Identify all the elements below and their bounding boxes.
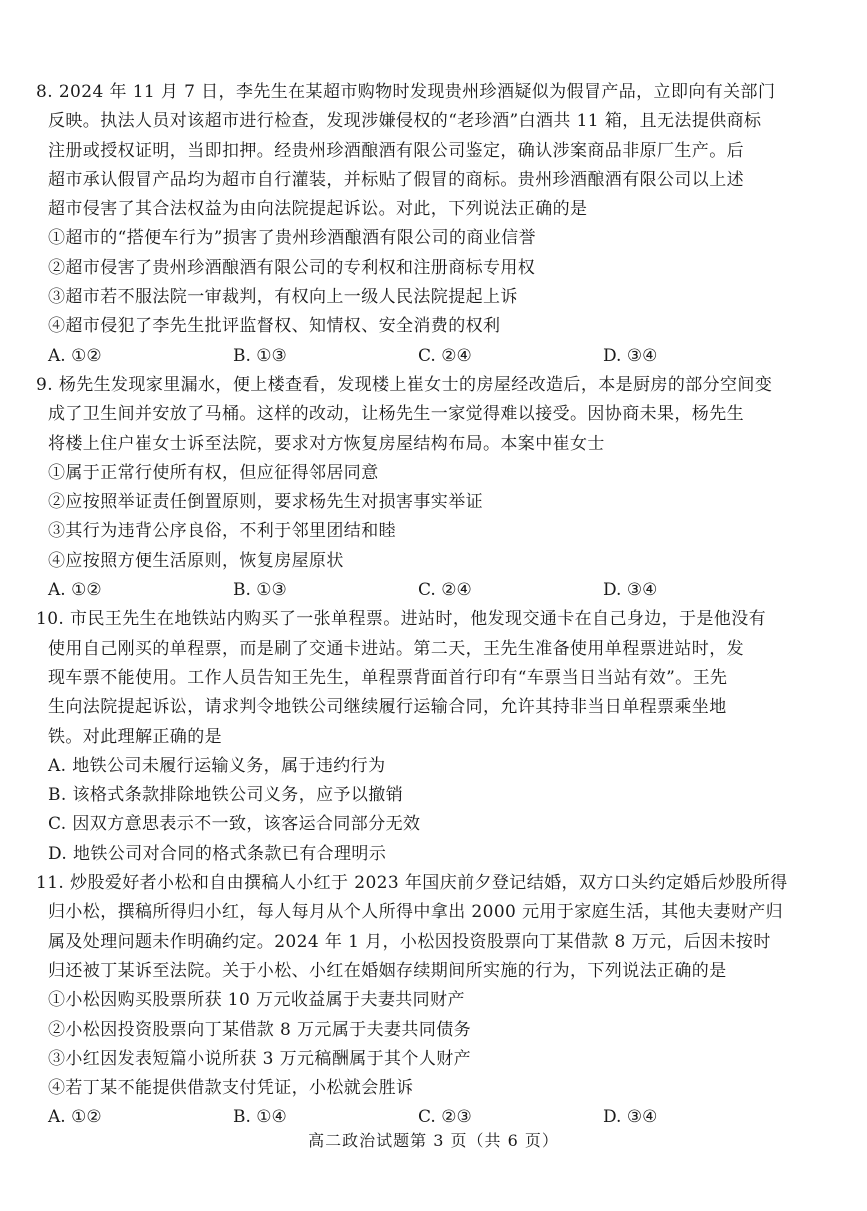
option-b: B. ①③: [233, 345, 287, 366]
statement-item: ②小松因投资股票向丁某借款 8 万元属于夫妻共同债务: [48, 1019, 472, 1040]
option-b: B. ①④: [233, 1107, 287, 1128]
question-stem-line: 将楼上住户崔女士诉至法院，要求对方恢复房屋结构布局。本案中崔女士: [48, 433, 605, 454]
statement-item: ③小红因发表短篇小说所获 3 万元稿酬属于其个人财产: [48, 1048, 472, 1069]
option-a: A. ①②: [48, 1107, 102, 1128]
question-stem-line: 超市侵害了其合法权益为由向法院提起诉讼。对此，下列说法正确的是: [48, 199, 588, 220]
choice-d: D. 地铁公司对合同的格式条款已有合理明示: [48, 843, 387, 864]
statement-item: ②应按照举证责任倒置原则，要求杨先生对损害事实举证: [48, 492, 483, 513]
question-stem-line: 归还被丁某诉至法院。关于小松、小红在婚姻存续期间所实施的行为，下列说法正确的是: [48, 960, 727, 981]
option-a: A. ①②: [48, 580, 102, 601]
question-stem-line: 使用自己刚买的单程票，而是刷了交通卡进站。第二天，王先生准备使用单程票进站时，发: [48, 638, 744, 659]
question-stem-line: 超市承认假冒产品均为超市自行灌装，并标贴了假冒的商标。贵州珍酒酿酒有限公司以上述: [48, 169, 744, 190]
question-stem-line: 铁。对此理解正确的是: [48, 726, 222, 747]
answer-options: [36, 576, 831, 605]
question-stem-line: 生向法院提起诉讼，请求判令地铁公司继续履行运输合同，允许其持非当日单程票乘坐地: [48, 697, 727, 718]
statement-item: ④超市侵犯了李先生批评监督权、知情权、安全消费的权利: [48, 316, 501, 337]
option-d: D. ③④: [603, 580, 658, 601]
question-stem-line: 属及处理问题未作明确约定。2024 年 1 月，小松因投资股票向丁某借款 8 万元，后因未按时: [48, 931, 771, 952]
question-10: [36, 605, 831, 869]
choice-a: A. 地铁公司未履行运输义务，属于违约行为: [48, 755, 386, 776]
choice-b: B. 该格式条款排除地铁公司义务，应予以撤销: [48, 785, 404, 806]
question-stem-line: 归小松，撰稿所得归小红，每人每月从个人所得中拿出 2000 元用于家庭生活，其他夫妻财产归: [48, 902, 784, 923]
question-stem-line: 11. 炒股爱好者小松和自由撰稿人小红于 2023 年国庆前夕登记结婚，双方口头约定婚后炒股所得: [36, 873, 788, 894]
answer-options: [36, 342, 831, 371]
question-11: [36, 869, 831, 1133]
option-c: C. ②④: [418, 580, 472, 601]
statement-item: ④应按照方便生活原则，恢复房屋原状: [48, 550, 344, 571]
question-stem-line: 现车票不能使用。工作人员告知王先生，单程票背面首行印有“车票当日当站有效”。王先: [48, 667, 728, 688]
question-stem-line: 10. 市民王先生在地铁站内购买了一张单程票。进站时，他发现交通卡在自己身边，于是他没有: [36, 609, 767, 630]
question-stem-line: 9. 杨先生发现家里漏水，便上楼查看，发现楼上崔女士的房屋经改造后，本是厨房的部分空间变: [36, 374, 773, 395]
statement-item: ②超市侵害了贵州珍酒酿酒有限公司的专利权和注册商标专用权: [48, 257, 536, 278]
statement-item: ④若丁某不能提供借款支付凭证，小松就会胜诉: [48, 1078, 414, 1099]
page-footer: 高二政治试题第 3 页（共 6 页）: [308, 1131, 559, 1150]
question-8: [36, 78, 831, 371]
question-stem-line: 反映。执法人员对该超市进行检查，发现涉嫌侵权的“老珍酒”白酒共 11 箱，且无法提供商标: [48, 111, 762, 132]
option-a: A. ①②: [48, 345, 102, 366]
question-stem-line: 注册或授权证明，当即扣押。经贵州珍酒酿酒有限公司鉴定，确认涉案商品非原厂生产。后: [48, 140, 744, 161]
statement-item: ③超市若不服法院一审裁判，有权向上一级人民法院提起上诉: [48, 287, 518, 308]
question-9: [36, 371, 831, 605]
statement-item: ①属于正常行使所有权，但应征得邻居同意: [48, 462, 379, 483]
option-c: C. ②③: [418, 1107, 472, 1128]
option-d: D. ③④: [603, 1107, 658, 1128]
option-c: C. ②④: [418, 345, 472, 366]
statement-item: ③其行为违背公序良俗，不利于邻里团结和睦: [48, 521, 396, 542]
statement-item: ①超市的“搭便车行为”损害了贵州珍酒酿酒有限公司的商业信誉: [48, 228, 536, 249]
question-stem-line: 成了卫生间并安放了马桶。这样的改动，让杨先生一家觉得难以接受。因协商未果，杨先生: [48, 404, 744, 425]
statement-item: ①小松因购买股票所获 10 万元收益属于夫妻共同财产: [48, 990, 465, 1011]
question-stem-line: 8. 2024 年 11 月 7 日，李先生在某超市购物时发现贵州珍酒疑似为假冒产品，立即向有关部门: [36, 82, 776, 102]
option-d: D. ③④: [603, 345, 658, 366]
option-b: B. ①③: [233, 580, 287, 601]
choice-c: C. 因双方意思表示不一致，该客运合同部分无效: [48, 814, 421, 835]
question-list: [36, 78, 831, 1133]
